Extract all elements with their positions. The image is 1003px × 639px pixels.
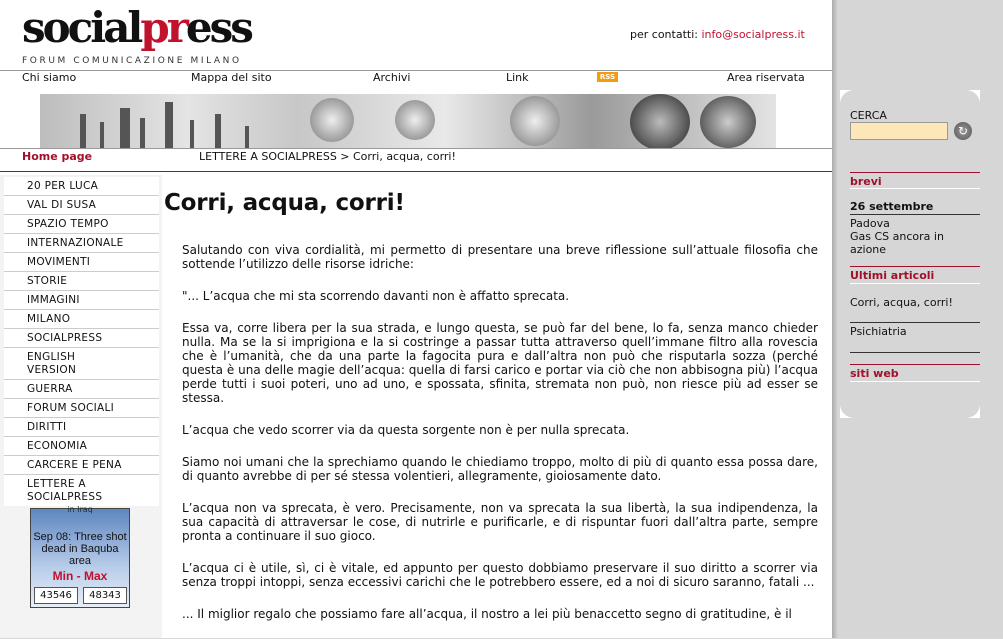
siti-web-heading[interactable]: siti web	[850, 367, 899, 380]
breadcrumb: LETTERE A SOCIALPRESS > Corri, acqua, corri!	[199, 150, 456, 163]
nav-mappa-del-sito[interactable]: Mappa del sito	[191, 71, 272, 84]
menu-item-socialpress[interactable]: SOCIALPRESS	[4, 329, 159, 348]
contact-label: per contatti:	[630, 28, 698, 41]
menu-item-milano[interactable]: MILANO	[4, 310, 159, 329]
article-body	[182, 243, 818, 639]
nav-archivi[interactable]: Archivi	[373, 71, 411, 84]
divider	[850, 266, 980, 267]
left-sidebar	[0, 175, 162, 638]
article-paragraph: Essa va, corre libera per la sua strada, e lungo questa, se può far del bene, lo fa, senza manco chieder nulla. Ma se la si imprigiona e la si costringe a passar tutta attraverso quell’immane filtro alla rovescia che è l’umanità, che da una parte la fagocita pura e dall’altra non può che risputarla sozza (perché questa è una delle magie dell’acqua: quella di farsi carico e portar via ciò che non abbisogna più) l’acqua perde tutti i suoi poteri, uno ad uno, e spossata, sfinita, stremata non può, non riesce più ad esser se stessa.	[182, 321, 818, 405]
ultimi-articoli-heading: Ultimi articoli	[850, 269, 935, 282]
brevi-heading[interactable]: brevi	[850, 175, 882, 188]
menu-item-english-version[interactable]: ENGLISH VERSION	[4, 348, 159, 380]
category-menu	[4, 177, 159, 506]
ticker-head: in Iraq	[67, 505, 93, 514]
article-paragraph: "... L’acqua che mi sta scorrendo davanti non è affatto sprecata.	[182, 289, 570, 303]
ticker-min-max: Min - Max	[52, 569, 108, 583]
article-title: Corri, acqua, corri!	[164, 190, 405, 216]
menu-item-economia[interactable]: ECONOMIA	[4, 437, 159, 456]
divider	[850, 352, 980, 353]
divider	[850, 322, 980, 323]
menu-item-forum-sociali[interactable]: FORUM SOCIALI	[4, 399, 159, 418]
brevi-item-link[interactable]: Gas CS ancora in azione	[850, 230, 944, 256]
article-paragraph: L’acqua non va sprecata, è vero. Precisamente, non va sprecata la sua libertà, la sua indipendenza, la sua capacità di attraversar le cose, di nutrirle e purificarle, e di rispuntar fuori dall’altra parte, sempre pronta a continuare il suo gioco.	[182, 501, 818, 543]
article-paragraph: Salutando con viva cordialità, mi permetto di presentare una breve riflessione sull’attuale filosofia che sottende l’utilizzo delle risorse idriche:	[182, 243, 818, 271]
divider	[0, 148, 832, 149]
iraq-body-count-widget[interactable]	[30, 505, 130, 608]
logo-wordmark: socialpress	[22, 3, 251, 52]
menu-item-immagini[interactable]: IMMAGINI	[4, 291, 159, 310]
ultimi-articolo-link[interactable]: Corri, acqua, corri!	[850, 296, 953, 309]
divider	[850, 172, 980, 173]
article-paragraph: L’acqua che vedo scorrer via da questa sorgente non è per nulla sprecata.	[182, 423, 630, 437]
ticker-max-value: 48343	[83, 587, 127, 604]
menu-item-movimenti[interactable]: MOVIMENTI	[4, 253, 159, 272]
top-navigation	[0, 71, 832, 91]
header-banner-image	[40, 94, 776, 148]
rss-icon[interactable]: RSS	[597, 72, 618, 82]
ultimi-articolo-link[interactable]: Psichiatria	[850, 325, 907, 338]
menu-item-20-per-luca[interactable]: 20 PER LUCA	[4, 177, 159, 196]
article-paragraph: ... Il miglior regalo che possiamo fare all’acqua, il nostro a lei più benaccetto segno di gratitudine, è il	[182, 607, 792, 621]
home-page-link[interactable]: Home page	[22, 150, 93, 163]
search-input[interactable]	[850, 122, 948, 140]
divider	[0, 171, 832, 172]
menu-item-spazio-tempo[interactable]: SPAZIO TEMPO	[4, 215, 159, 234]
contact-email-link[interactable]: info@socialpress.it	[701, 28, 805, 41]
brevi-date: 26 settembre	[850, 200, 934, 213]
menu-item-diritti[interactable]: DIRITTI	[4, 418, 159, 437]
nav-link[interactable]: Link	[506, 71, 529, 84]
menu-item-guerra[interactable]: GUERRA	[4, 380, 159, 399]
panel-shadow	[832, 0, 838, 638]
menu-item-carcere-e-pena[interactable]: CARCERE E PENA	[4, 456, 159, 475]
site-logo[interactable]	[22, 3, 251, 66]
menu-item-val-di-susa[interactable]: VAL DI SUSA	[4, 196, 159, 215]
nav-area-riservata[interactable]: Area riservata	[727, 71, 805, 84]
brevi-place: Padova	[850, 217, 890, 230]
article-paragraph: L’acqua ci è utile, sì, ci è vitale, ed appunto per questo dobbiamo preservare il suo diritto a scorrer via senza troppi intoppi, senza eccessivi carichi che le potrebbero essere, ed a noi di sicuro saranno, fatali ...	[182, 561, 818, 589]
divider	[850, 188, 980, 189]
divider	[850, 214, 980, 215]
divider	[850, 364, 980, 365]
menu-item-internazionale[interactable]: INTERNAZIONALE	[4, 234, 159, 253]
divider	[850, 381, 980, 382]
nav-chi-siamo[interactable]: Chi siamo	[22, 71, 77, 84]
search-label: CERCA	[850, 109, 887, 122]
search-submit-icon[interactable]: ↻	[954, 122, 972, 140]
logo-subtitle: FORUM COMUNICAZIONE MILANO	[22, 56, 242, 66]
article-paragraph: Siamo noi umani che la sprechiamo quando le chiediamo troppo, molto di più di quanto essa possa dare, di quanto avrebbe di per sé stessa volentieri, allegramente, gioiosamente dato.	[182, 455, 818, 483]
contact-info	[630, 28, 805, 41]
ticker-min-value: 43546	[34, 587, 78, 604]
ticker-text: Sep 08: Three shot dead in Baquba area	[33, 531, 127, 567]
menu-item-lettere-a-socialpress[interactable]: LETTERE A SOCIALPRESS	[27, 478, 103, 503]
menu-item-storie[interactable]: STORIE	[4, 272, 159, 291]
divider	[850, 283, 980, 284]
